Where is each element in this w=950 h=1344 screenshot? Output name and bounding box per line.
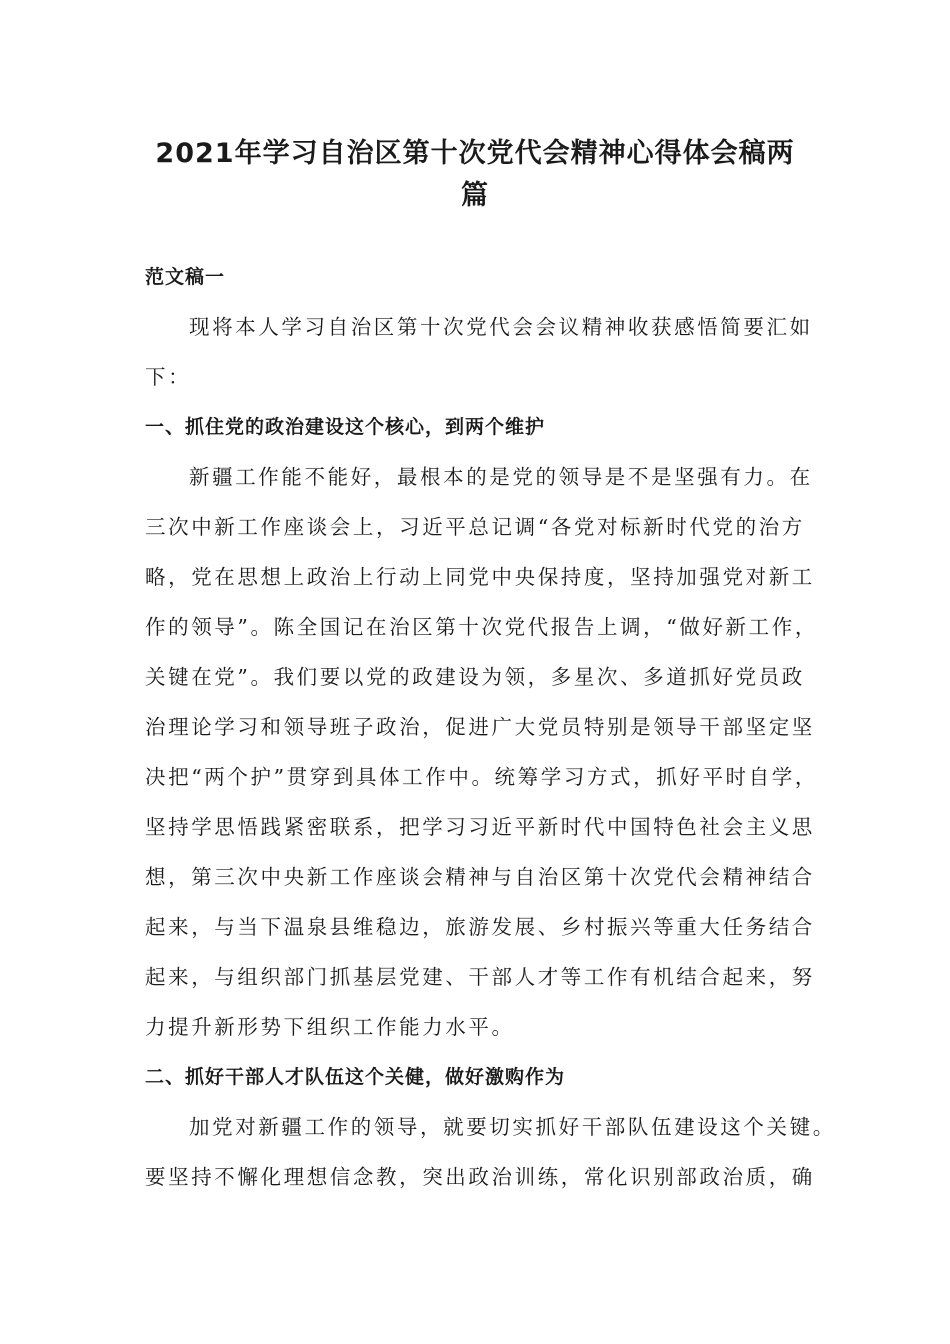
paragraph-line: 决把“两个护”贯穿到具体工作中。统筹学习方式，抓好平时自学， (145, 765, 818, 789)
paragraph-line: 起来，与当下温泉县维稳边，旅游发展、乡村振兴等重大任务结合 (145, 915, 815, 939)
paragraph-line: 略，党在思想上政治上行动上同党中央保持度，坚持加强党对新工 (145, 565, 815, 589)
section-label: 范文稿一 (145, 266, 226, 288)
paragraph-line: 三次中新工作座谈会上，习近平总记调“各党对标新时代党的治方 (145, 515, 805, 539)
intro-line: 下： (145, 365, 192, 389)
paragraph-line: 加党对新疆工作的领导，就要切实抓好干部队伍建设这个关键。 (189, 1115, 836, 1139)
paragraph-line: 坚持学思悟践紧密联系，把学习习近平新时代中国特色社会主义思 (145, 815, 815, 839)
paragraph-line: 新疆工作能不能好，最根本的是党的领导是不是坚强有力。在 (189, 465, 813, 489)
paragraph-line: 起来，与组织部门抓基层党建、干部人才等工作有机结合起来，努 (145, 965, 815, 989)
paragraph-line: 关键在党”。我们要以党的政建设为领，多星次、多道抓好党员政 (145, 665, 805, 689)
paragraph-line: 治理论学习和领导班子政治，促进广大党员特别是领导干部坚定坚 (145, 715, 815, 739)
paragraph-line: 力提升新形势下组织工作能力水平。 (145, 1015, 515, 1039)
paragraph-line: 想，第三次中央新工作座谈会精神与自治区第十次党代会精神结合 (145, 865, 815, 889)
section-heading-1: 一、抓住党的政治建设这个核心，到两个维护 (145, 416, 546, 438)
document-title-line-1: 2021年学习自治区第十次党代会精神心得体会稿两 (155, 138, 795, 169)
intro-line: 现将本人学习自治区第十次党代会会议精神收获感悟简要汇如 (189, 315, 813, 339)
paragraph-line: 要坚持不懈化理想信念教，突出政治训练，常化识别部政治质，确 (145, 1165, 815, 1189)
section-heading-2: 二、抓好干部人才队伍这个关健，做好激购作为 (145, 1066, 566, 1088)
document-title-line-2: 篇 (461, 180, 489, 211)
paragraph-line: 作的领导”。陈全国记在治区第十次党代报告上调，“做好新工作， (145, 615, 818, 639)
